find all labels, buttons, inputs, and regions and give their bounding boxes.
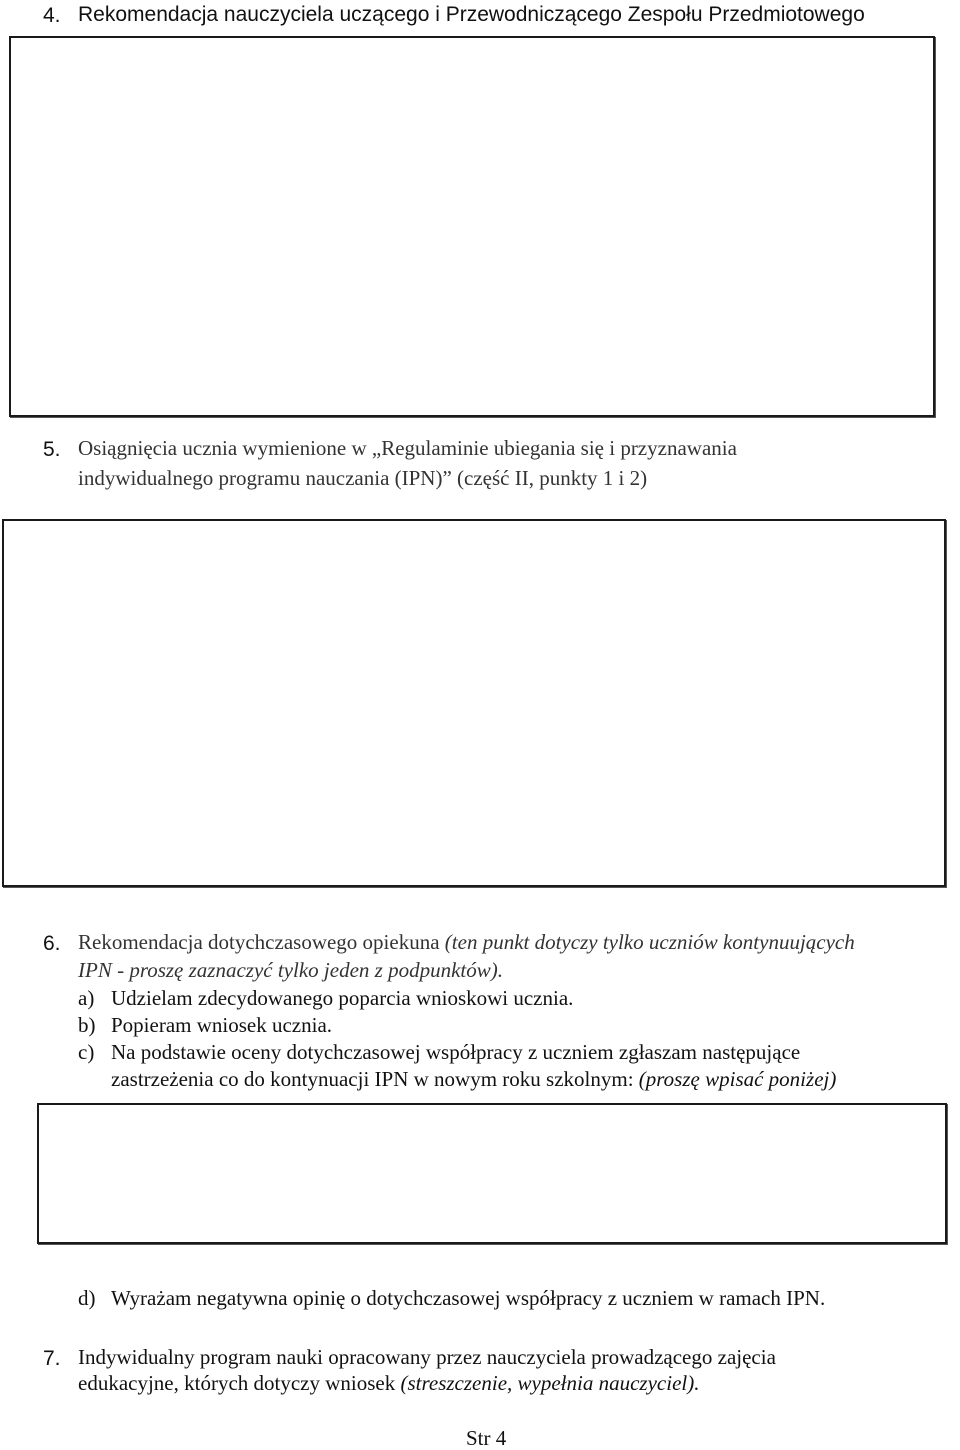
section-5-text-box[interactable] — [2, 519, 946, 887]
section-7-number: 7. — [43, 1347, 61, 1370]
section-7-line-1: Indywidualny program nauki opracowany przez nauczyciela prowadzącego zajęcia — [78, 1345, 776, 1369]
section-4-number: 4. — [43, 4, 61, 27]
option-a-letter: a) — [78, 986, 95, 1010]
option-c-line-2 — [111, 1069, 836, 1090]
section-5-number: 5. — [43, 438, 61, 461]
option-b-letter: b) — [78, 1013, 96, 1037]
option-c-letter: c) — [78, 1040, 95, 1064]
section-6-heading-line-1 — [78, 932, 855, 953]
option-a-text: Udzielam zdecydowanego poparcia wnioskowi ucznia. — [111, 986, 574, 1010]
section-7-line-2 — [78, 1373, 699, 1394]
section-6-number: 6. — [43, 932, 61, 955]
reservations-text-box[interactable] — [37, 1103, 947, 1244]
section-6-heading: Rekomendacja dotychczasowego opiekuna — [78, 930, 445, 954]
section-5-line-1: Osiągnięcia ucznia wymienione w „Regulaminie ubiegania się i przyznawania — [78, 436, 737, 460]
page-number: Str 4 — [466, 1426, 507, 1450]
section-4-text-box[interactable] — [9, 36, 935, 417]
option-c-text-continued: zastrzeżenia co do kontynuacji IPN w nowym roku szkolnym: — [111, 1067, 639, 1091]
option-d-letter: d) — [78, 1286, 96, 1310]
section-7-text-continued: edukacyjne, których dotyczy wniosek — [78, 1371, 401, 1395]
option-d-text: Wyrażam negatywna opinię o dotychczasowej współpracy z uczniem w ramach IPN. — [111, 1286, 826, 1310]
section-5-line-2: indywidualnego programu nauczania (IPN)” (część II, punkty 1 i 2) — [78, 466, 648, 490]
option-b-text: Popieram wniosek ucznia. — [111, 1013, 333, 1037]
section-6-note-line-2: IPN - proszę zaznaczyć tylko jeden z podpunktów). — [78, 958, 503, 982]
option-c-text: Na podstawie oceny dotychczasowej współpracy z uczniem zgłaszam następujące — [111, 1040, 801, 1064]
section-7-instruction: (streszczenie, wypełnia nauczyciel). — [400, 1371, 700, 1395]
section-4-title: Rekomendacja nauczyciela uczącego i Przewodniczącego Zespołu Przedmiotowego — [78, 3, 865, 26]
section-6-note: (ten punkt dotyczy tylko uczniów kontynuujących — [444, 930, 855, 954]
option-c-instruction: (proszę wpisać poniżej) — [638, 1067, 837, 1091]
